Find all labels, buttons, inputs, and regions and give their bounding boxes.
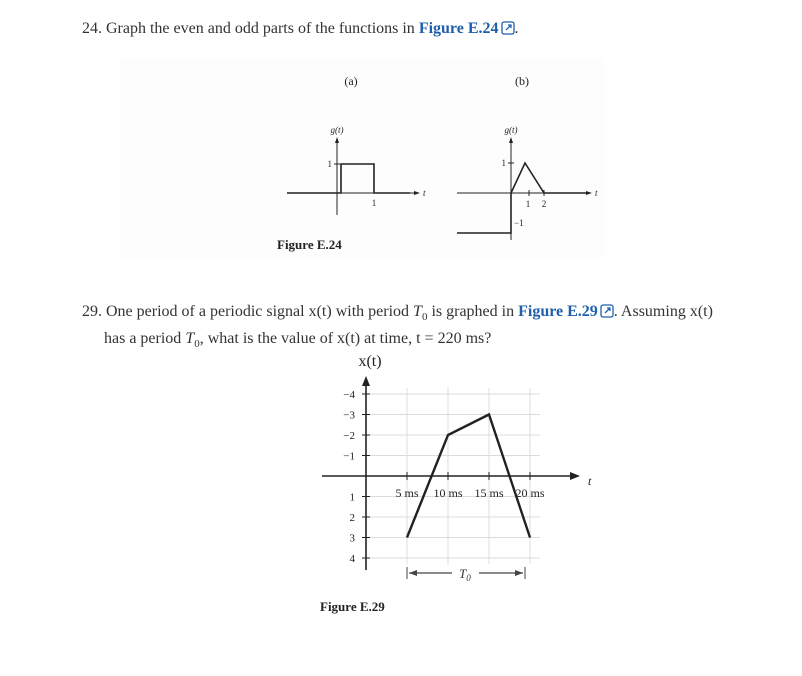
- problem-24-end: .: [514, 20, 519, 37]
- problem-24-number: 24.: [82, 20, 102, 37]
- panel-a-signal: [287, 164, 410, 193]
- problem-29-number: 29.: [82, 303, 102, 320]
- y-tick-label-4: −1: [343, 450, 355, 463]
- chart-axes: [322, 376, 580, 570]
- problem-29-text1: One period of a periodic signal x(t) with period: [106, 303, 410, 320]
- problem-29-text2: is graphed in: [431, 303, 515, 320]
- period-label-t: T: [459, 566, 467, 581]
- panel-a-ytick-1: 1: [327, 159, 332, 169]
- panel-b-y-arrow: [509, 137, 513, 143]
- y-tick-label-5: −2: [343, 430, 355, 442]
- chart-x-arrow: [570, 472, 580, 480]
- y-tick-label-6: −3: [343, 409, 355, 422]
- problem-24-text: Graph the even and odd parts of the functions in: [106, 20, 415, 37]
- y-tick-label-7: −4: [343, 389, 355, 401]
- chart-xlabel: t: [588, 474, 592, 488]
- panel-b-ytick-neg1: −1: [514, 218, 524, 228]
- panel-a-xtick-1: 1: [371, 198, 377, 208]
- y-tick-label-1: 3: [349, 532, 355, 545]
- x-tick-label-1: 10 ms: [433, 486, 463, 500]
- panel-b-xlabel: t: [595, 188, 598, 198]
- period-symbol: T: [413, 303, 422, 320]
- panel-b-xtick-2: 2: [541, 199, 547, 209]
- panel-a-xlabel: t: [423, 188, 426, 198]
- panel-a-label: (a): [344, 74, 358, 88]
- x-tick-label-3: 20 ms: [515, 486, 545, 500]
- period-arrow-left-head: [409, 570, 417, 576]
- figure-e24: [0, 0, 802, 300]
- chart-y-arrow: [362, 376, 370, 386]
- y-tick-label-2: 2: [349, 512, 355, 524]
- figure-e24-caption: Figure E.24: [277, 237, 342, 252]
- period-subscript-2: 0: [194, 338, 200, 351]
- panel-a-x-arrow: [414, 191, 420, 195]
- problem-29-line2-a: has a period: [104, 330, 182, 348]
- y-tick-label-0: 4: [349, 553, 355, 565]
- problem-29-line2-c: t = 220 ms?: [416, 330, 492, 348]
- panel-b-xtick-1: 1: [525, 199, 531, 209]
- chart-ylabel: x(t): [358, 353, 382, 370]
- external-link-icon[interactable]: [600, 304, 614, 318]
- problem-29-text3: . Assuming x(t): [613, 303, 713, 320]
- y-tick-label-3: 1: [349, 491, 355, 504]
- x-tick-label-2: 15 ms: [474, 486, 504, 500]
- period-arrow-right-head: [515, 570, 523, 576]
- figure-e24-link[interactable]: Figure E.24: [418, 20, 499, 37]
- panel-b-label: (b): [515, 74, 529, 88]
- panel-b-x-arrow: [586, 191, 592, 195]
- figure-e29-chart: [0, 340, 802, 600]
- period-subscript: 0: [421, 311, 428, 324]
- x-tick-label-0: 5 ms: [395, 486, 419, 500]
- period-label: [459, 566, 471, 583]
- panel-b-ytick-1: 1: [501, 158, 506, 168]
- problem-29-line2-b: , what is the value of x(t) at time,: [199, 330, 413, 348]
- panel-a-ylabel: g(t): [330, 125, 344, 135]
- figure-e29-caption: Figure E.29: [320, 599, 385, 614]
- panel-b-ylabel: g(t): [504, 125, 518, 135]
- panel-a-y-arrow: [335, 137, 339, 143]
- period-label-sub: 0: [466, 573, 471, 583]
- figure-e29-link[interactable]: Figure E.29: [518, 303, 598, 320]
- period-symbol-2: T: [185, 330, 195, 348]
- period-indicator: [407, 566, 525, 583]
